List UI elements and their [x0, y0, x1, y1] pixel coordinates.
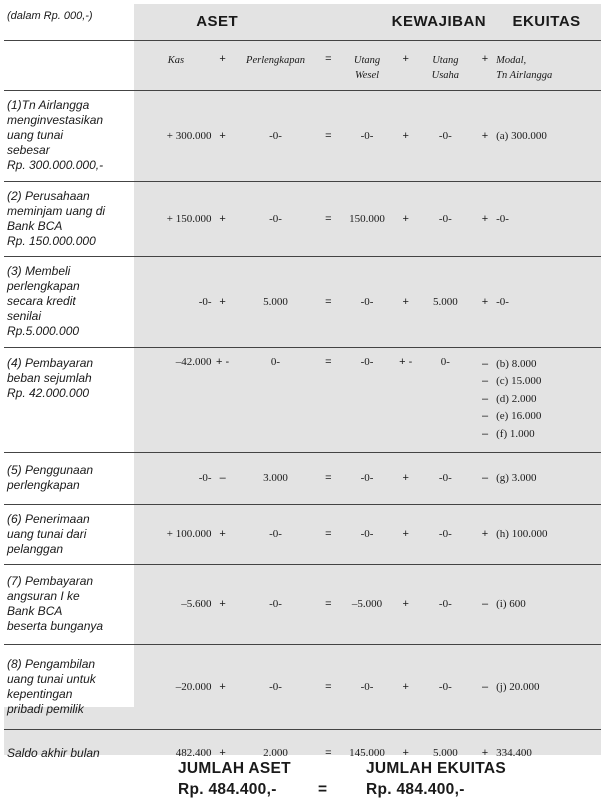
transaction-row [4, 564, 601, 644]
description-line: secara kredit [7, 294, 76, 308]
transaction-row [4, 181, 601, 256]
jumlah-ekuitas-value: Rp. 484.400,- [366, 781, 465, 798]
operator: + [481, 747, 489, 760]
utang-usaha-value: -0- [413, 181, 478, 256]
utang-wesel-value: -0- [336, 256, 399, 347]
jumlah-ekuitas-label: JUMLAH EKUITAS [366, 760, 506, 777]
operator: + [478, 504, 492, 564]
group-aset: ASET [136, 4, 335, 40]
equals-sign: = [325, 747, 332, 760]
description-line: beserta bunganya [7, 619, 104, 633]
description-line: (8) Pengambilan [7, 656, 96, 671]
operator: + [219, 747, 226, 760]
kas-value: –20.000 [136, 644, 215, 729]
operator: + [399, 256, 413, 347]
operator: – [481, 375, 489, 387]
group-kewajiban: KEWAJIBAN [336, 4, 493, 40]
description-line: pelanggan [7, 541, 64, 556]
transaction-description [4, 644, 136, 729]
transaction-description [4, 181, 136, 256]
saldo-kas: 482.400 [175, 747, 212, 760]
utang-wesel-value: -0- [336, 90, 399, 181]
operator: + [399, 504, 413, 564]
description-line: kepentingan [7, 686, 73, 701]
col-utang-usaha-line1: Utang [432, 54, 459, 66]
description-line: sebesar [7, 143, 50, 157]
col-utang-usaha [413, 40, 478, 90]
accounting-equation-table [4, 4, 601, 777]
description-line: uang tunai [7, 128, 64, 142]
utang-usaha-value: -0- [413, 644, 478, 729]
description-line: Rp. 300.000.000,- [7, 158, 104, 172]
operator: + - [216, 347, 230, 452]
transaction-row [4, 256, 601, 347]
operator: – [216, 452, 230, 504]
utang-usaha-value: -0- [413, 504, 478, 564]
operator: + [216, 181, 230, 256]
operator: + - [399, 347, 413, 452]
description-line: senilai [7, 309, 42, 323]
col-kas: Kas [136, 40, 215, 90]
utang-usaha-value: 5.000 [413, 256, 478, 347]
description-line: (5) Penggunaan [7, 463, 94, 477]
modal-value: (e) 16.000 [496, 410, 542, 422]
equals-sign: = [321, 90, 335, 181]
utang-usaha-value: -0- [413, 564, 478, 644]
equals-sign: = [321, 256, 335, 347]
group-header-row [4, 4, 601, 40]
transaction-description [4, 504, 136, 564]
saldo-utang-wesel: 145.000 [349, 747, 385, 760]
description-line: perlengkapan [7, 478, 80, 492]
operator: – [478, 644, 492, 729]
description-line: perlengkapan [7, 279, 80, 293]
operator: + [478, 181, 492, 256]
perlengkapan-value: -0- [230, 644, 322, 729]
operator: – [481, 427, 489, 440]
transaction-row [4, 452, 601, 504]
operator: + [399, 90, 413, 181]
header-op: + [478, 40, 492, 90]
col-modal-line1: Modal, [496, 54, 527, 66]
description-line: angsuran I ke [7, 589, 80, 603]
operator: + [399, 644, 413, 729]
operator: + [216, 256, 230, 347]
operator: – [481, 392, 489, 405]
kas-value: -0- [136, 256, 215, 347]
modal-value: (a) 300.000 [492, 90, 601, 181]
transaction-description [4, 564, 136, 644]
description-line: beban sejumlah [7, 370, 92, 385]
jumlah-ekuitas [366, 758, 506, 800]
description-line: Rp. 150.000.000 [7, 233, 96, 248]
header-op: = [321, 40, 335, 90]
operator: + [478, 90, 492, 181]
modal-value: (j) 20.000 [492, 644, 601, 729]
description-line: (1)Tn Airlangga [7, 98, 90, 112]
description-line: Bank BCA [7, 604, 63, 618]
description-line: uang tunai untuk [7, 671, 96, 686]
equals-sign: = [321, 504, 335, 564]
equals-sign: = [321, 347, 335, 452]
perlengkapan-value: -0- [230, 564, 322, 644]
description-line: (6) Penerimaan [7, 511, 90, 526]
description-line: pribadi pemilik [7, 701, 84, 716]
description-line: uang tunai dari [7, 526, 87, 541]
equals-sign: = [321, 564, 335, 644]
utang-wesel-value: -0- [336, 644, 399, 729]
operator: + [216, 644, 230, 729]
unit-label: (dalam Rp. 000,-) [4, 4, 136, 40]
col-utang-wesel [336, 40, 399, 90]
utang-wesel-value: -0- [336, 452, 399, 504]
operator: + [402, 747, 409, 760]
description-line: (4) Pembayaran [7, 355, 94, 370]
operator: + [216, 564, 230, 644]
perlengkapan-value: 0- [230, 347, 322, 452]
saldo-utang-usaha: 5.000 [432, 747, 458, 760]
operator: + [478, 256, 492, 347]
modal-value: (i) 600 [492, 564, 601, 644]
operator: + [399, 564, 413, 644]
jumlah-aset [178, 758, 291, 800]
kas-value: + 100.000 [136, 504, 215, 564]
transaction-description [4, 452, 136, 504]
transaction-row [4, 90, 601, 181]
column-header-row [4, 40, 601, 90]
footer-equals: = [318, 781, 328, 798]
col-modal [492, 40, 601, 90]
operator: – [478, 452, 492, 504]
header-op: + [216, 40, 230, 90]
transaction-description [4, 347, 136, 452]
operator: + [216, 504, 230, 564]
kas-value: -0- [136, 452, 215, 504]
saldo-row [4, 729, 601, 777]
modal-value: (g) 3.000 [492, 452, 601, 504]
transaction-row [4, 644, 601, 729]
operator: + [399, 452, 413, 504]
perlengkapan-value: -0- [230, 504, 322, 564]
saldo-label: Saldo akhir bulan [7, 745, 100, 760]
utang-wesel-value: –5.000 [336, 564, 399, 644]
col-perlengkapan: Perlengkapan [230, 40, 322, 90]
kas-value: + 300.000 [136, 90, 215, 181]
group-ekuitas: EKUITAS [492, 4, 601, 40]
kas-value: + 150.000 [136, 181, 215, 256]
perlengkapan-value: 5.000 [230, 256, 322, 347]
modal-value: -0- [492, 181, 601, 256]
col-utang-usaha-line2: Usaha [431, 69, 460, 81]
jumlah-aset-label: JUMLAH ASET [178, 760, 291, 777]
perlengkapan-value: -0- [230, 181, 322, 256]
operator-stack [478, 347, 492, 452]
transaction-description [4, 256, 136, 347]
utang-wesel-value: 150.000 [336, 181, 399, 256]
col-modal-line2: Tn Airlangga [496, 69, 553, 81]
perlengkapan-value: 3.000 [230, 452, 322, 504]
jumlah-aset-value: Rp. 484.400,- [178, 781, 277, 798]
description-line: meminjam uang di [7, 203, 106, 218]
operator: – [481, 410, 489, 422]
utang-usaha-value: 0- [413, 347, 478, 452]
operator: – [481, 357, 489, 370]
transaction-row [4, 347, 601, 452]
perlengkapan-value: -0- [230, 90, 322, 181]
description-line: Rp. 42.000.000 [7, 385, 90, 400]
utang-usaha-value: -0- [413, 90, 478, 181]
equals-sign: = [321, 644, 335, 729]
modal-value: (b) 8.000 [496, 357, 537, 370]
col-utang-wesel-line2: Wesel [354, 69, 380, 81]
operator: – [478, 564, 492, 644]
modal-value: -0- [492, 256, 601, 347]
description-line: (7) Pembayaran [7, 574, 94, 588]
kas-value: –42.000 [136, 347, 215, 452]
header-op: + [399, 40, 413, 90]
description-line: (3) Membeli [7, 264, 71, 278]
description-line: Rp.5.000.000 [7, 324, 80, 338]
description-line: menginvestasikan [7, 113, 104, 127]
col-utang-wesel-line1: Utang [353, 54, 381, 66]
transaction-description [4, 90, 136, 181]
modal-value: (h) 100.000 [492, 504, 601, 564]
transaction-row [4, 504, 601, 564]
saldo-perlengkapan: 2.000 [263, 747, 288, 760]
description-line: (2) Perusahaan [7, 188, 90, 203]
utang-wesel-value: -0- [336, 347, 399, 452]
operator: + [216, 90, 230, 181]
header-blank [4, 40, 136, 90]
equals-sign: = [321, 181, 335, 256]
operator: + [399, 181, 413, 256]
modal-value: (d) 2.000 [496, 392, 537, 405]
utang-usaha-value: -0- [413, 452, 478, 504]
equals-sign: = [321, 452, 335, 504]
saldo-modal: 334.400 [496, 747, 532, 760]
kas-value: –5.600 [136, 564, 215, 644]
utang-wesel-value: -0- [336, 504, 399, 564]
description-line: Bank BCA [7, 218, 63, 233]
modal-value-stack [492, 347, 601, 452]
modal-value: (f) 1.000 [496, 427, 535, 440]
modal-value: (c) 15.000 [496, 375, 542, 387]
